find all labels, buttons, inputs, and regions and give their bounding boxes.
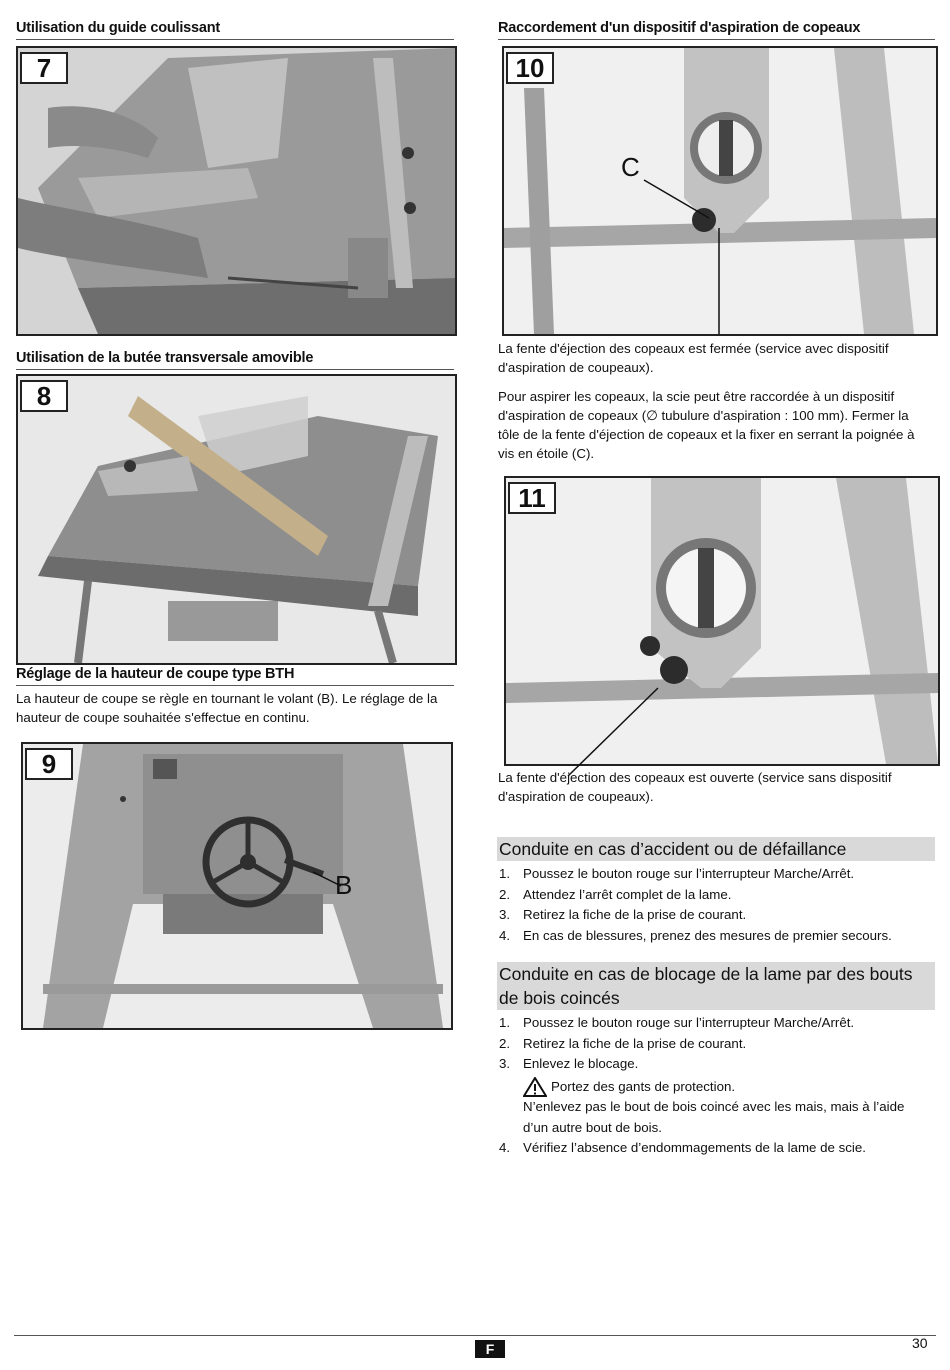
figure-number-10: 10: [506, 52, 554, 84]
footer-rule: [14, 1335, 936, 1336]
figure-10-closed-slot-photo: [502, 46, 938, 336]
blocking-step: 3. Enlevez le blocage.: [499, 1056, 639, 1071]
warning-triangle-icon: [523, 1077, 547, 1097]
handwheel-illustration: [23, 744, 451, 1028]
closed-slot-illustration: [504, 48, 936, 334]
section-title-sliding-guide: Utilisation du guide coulissant: [16, 20, 454, 40]
figure-number-7: 7: [20, 52, 68, 84]
blocking-section-heading: Conduite en cas de blocage de la lame par des bouts de bois coincés: [497, 962, 935, 1010]
section-title-cut-height: Réglage de la hauteur de coupe type BTH: [16, 666, 454, 686]
accident-step: 4. En cas de blessures, prenez des mesures de premier secours.: [499, 927, 892, 943]
accident-step: 3. Retirez la fiche de la prise de courant.: [499, 907, 747, 922]
blocking-step: 1. Poussez le bouton rouge sur l’interrupteur Marche/Arrêt.: [499, 1015, 855, 1030]
warning-line: [523, 1077, 931, 1098]
page-number: 30: [912, 1335, 928, 1351]
figure-number-8: 8: [20, 380, 68, 412]
callout-leader-line-fig11: [560, 680, 680, 780]
figure-8-crosscut-stop-photo: [16, 374, 457, 665]
blocking-step: 4. Vérifiez l’absence d’endommagements de la lame de scie.: [499, 1140, 866, 1155]
accident-step: 1. Poussez le bouton rouge sur l’interrupteur Marche/Arrêt.: [499, 866, 855, 881]
sliding-guide-illustration: [18, 48, 455, 334]
blocking-step: 2. Retirez la fiche de la prise de courant.: [499, 1035, 747, 1051]
blocking-note-text: N’enlevez pas le bout de bois coincé avec les mais, mais à l’aide d’un autre bout de bois.: [523, 1099, 905, 1135]
blocking-step-note: [499, 1077, 931, 1139]
figure-number-9: 9: [25, 748, 73, 780]
callout-c: C: [621, 152, 640, 182]
figure-9-handwheel-photo: [21, 742, 453, 1030]
accident-section-heading: Conduite en cas d’accident ou de défaillance: [497, 837, 935, 861]
accident-step: 2. Attendez l’arrêt complet de la lame.: [499, 886, 732, 902]
figure-7-sliding-guide-photo: [16, 46, 457, 336]
figure-number-11: 11: [508, 482, 556, 514]
blocking-steps-list: [499, 1013, 931, 1159]
callout-b: B: [335, 870, 353, 900]
crosscut-stop-illustration: [18, 376, 455, 663]
section-title-crosscut-stop: Utilisation de la butée transversale amovible: [16, 350, 454, 370]
closed-slot-caption: La fente d'éjection des copeaux est fermée (service avec dispositif d'aspiration de coupeaux).: [498, 341, 889, 375]
suction-paragraph: Pour aspirer les copeaux, la scie peut être raccordée à un dispositif d'aspiration de copeaux (∅ tubulure d'aspiration : 100 mm). Fermer la tôle de la fente d'éjection de copeaux et la fixer en serrant la poignée à vis en étoile (C).: [498, 389, 915, 461]
section-title-chip-extraction: Raccordement d'un dispositif d'aspiration de copeaux: [498, 20, 935, 40]
accident-steps-list: [499, 864, 929, 946]
language-badge: F: [475, 1340, 505, 1358]
warning-text: Portez des gants de protection.: [551, 1078, 736, 1094]
cut-height-paragraph: La hauteur de coupe se règle en tournant le volant (B). Le réglage de la hauteur de coupe souhaitée s'effectue en continu.: [16, 691, 438, 725]
open-slot-caption: La fente d'éjection des copeaux est ouverte (service sans dispositif d'aspiration de coupeaux).: [498, 770, 892, 804]
